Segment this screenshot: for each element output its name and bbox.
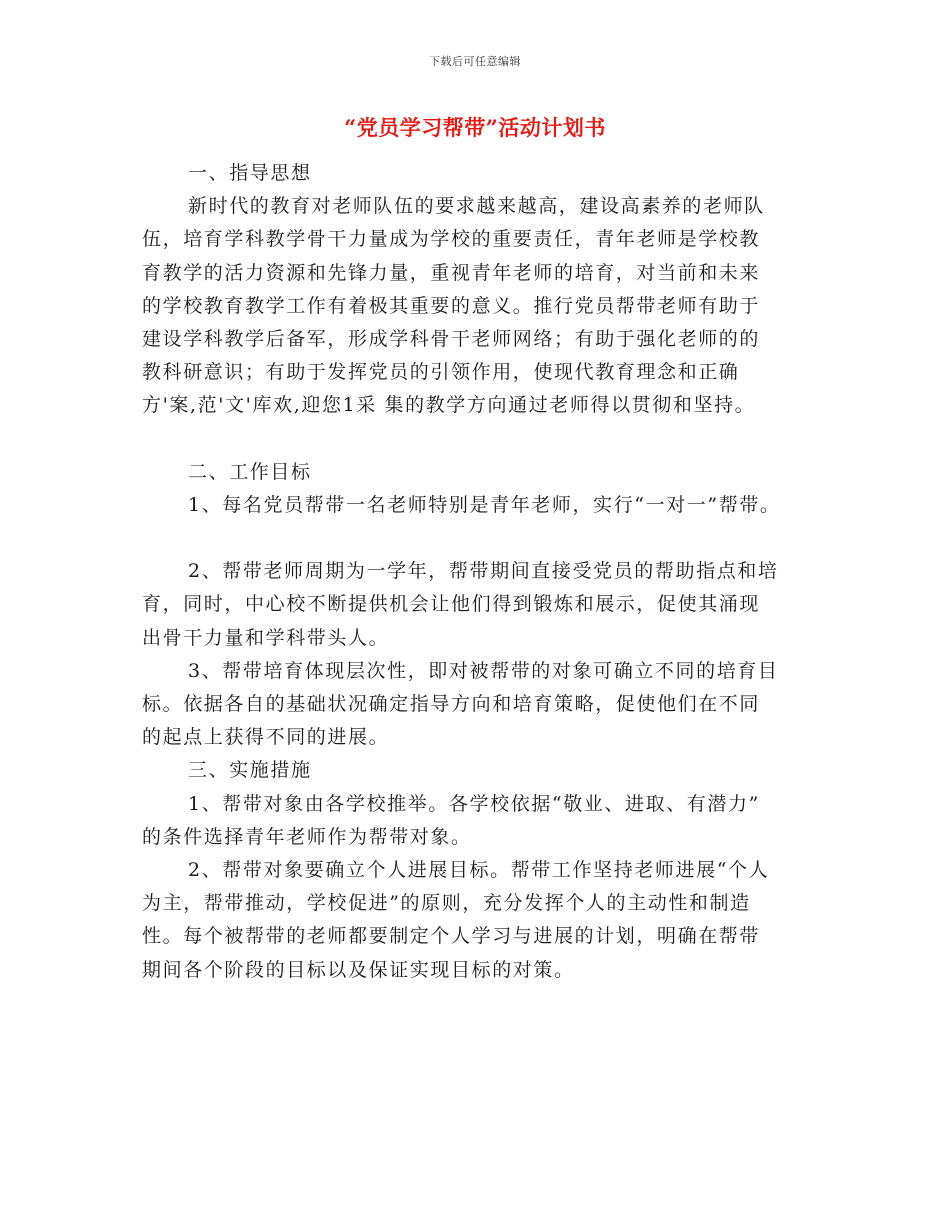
paragraph-line: 教科研意识；有助于发挥党员的引领作用，使现代教育理念和正确: [142, 361, 740, 384]
document-title: “党员学习帮带”活动计划书: [344, 115, 606, 140]
paragraph-line: 1、帮带对象由各学校推举。各学校依据“敬业、进取、有潜力”: [188, 792, 760, 815]
paragraph-line: 1、每名党员帮带一名老师特别是青年老师，实行“一对一”帮带。: [188, 493, 781, 516]
paragraph-line: 新时代的教育对老师队伍的要求越来越高，建设高素养的老师队: [188, 195, 765, 218]
paragraph-line: 育教学的活力资源和先锋力量，重视青年老师的培育，对当前和未来: [142, 261, 761, 284]
paragraph-line: 出骨干力量和学科带头人。: [142, 626, 390, 649]
section-heading-implementation: 三、实施措施: [188, 759, 312, 782]
paragraph-line: 2、帮带老师周期为一学年，帮带期间直接受党员的帮助指点和培: [188, 560, 779, 583]
paragraph-line: 建设学科教学后备军，形成学科骨干老师网络；有助于强化老师的的: [142, 327, 761, 350]
paragraph-line: 2、帮带对象要确立个人进展目标。帮带工作坚持老师进展“个人: [188, 858, 770, 881]
paragraph-line: 的学校教育教学工作有着极其重要的意义。推行党员帮带老师有助于: [142, 294, 761, 317]
paragraph-line: 为主，帮带推动，学校促进”的原则，充分发挥个人的主动性和制造: [142, 892, 751, 915]
paragraph-line: 育，同时，中心校不断提供机会让他们得到锻炼和展示，促使其涌现: [142, 593, 761, 616]
section-heading-guiding-ideology: 一、指导思想: [188, 162, 312, 184]
paragraph-gap: [142, 423, 822, 456]
paragraph-line: 的起点上获得不同的进展。: [142, 726, 390, 749]
paragraph-line: 标。依据各自的基础状况确定指导方向和培育策略，促使他们在不同: [142, 693, 761, 715]
paragraph-line: 伍，培育学科教学骨干力量成为学校的重要责任，青年老师是学校教: [142, 228, 761, 251]
paragraph-line: 性。每个被帮带的老师都要制定个人学习与进展的计划，明确在帮带: [142, 925, 761, 948]
paragraph-gap: [142, 522, 822, 555]
paragraph-line: 的条件选择青年老师作为帮带对象。: [142, 825, 472, 848]
header-note: 下载后可任意编辑: [429, 55, 521, 68]
document-body: [142, 157, 822, 987]
paragraph-line: 3、帮带培育体现层次性，即对被帮带的对象可确立不同的培育目: [188, 659, 779, 682]
paragraph-line: 期间各个阶段的目标以及保证实现目标的对策。: [142, 958, 575, 981]
section-heading-work-goals: 二、工作目标: [188, 460, 312, 483]
paragraph-line: 方'案,范'文'库欢,迎您1采 集的教学方向通过老师得以贯彻和坚持。: [142, 394, 756, 417]
